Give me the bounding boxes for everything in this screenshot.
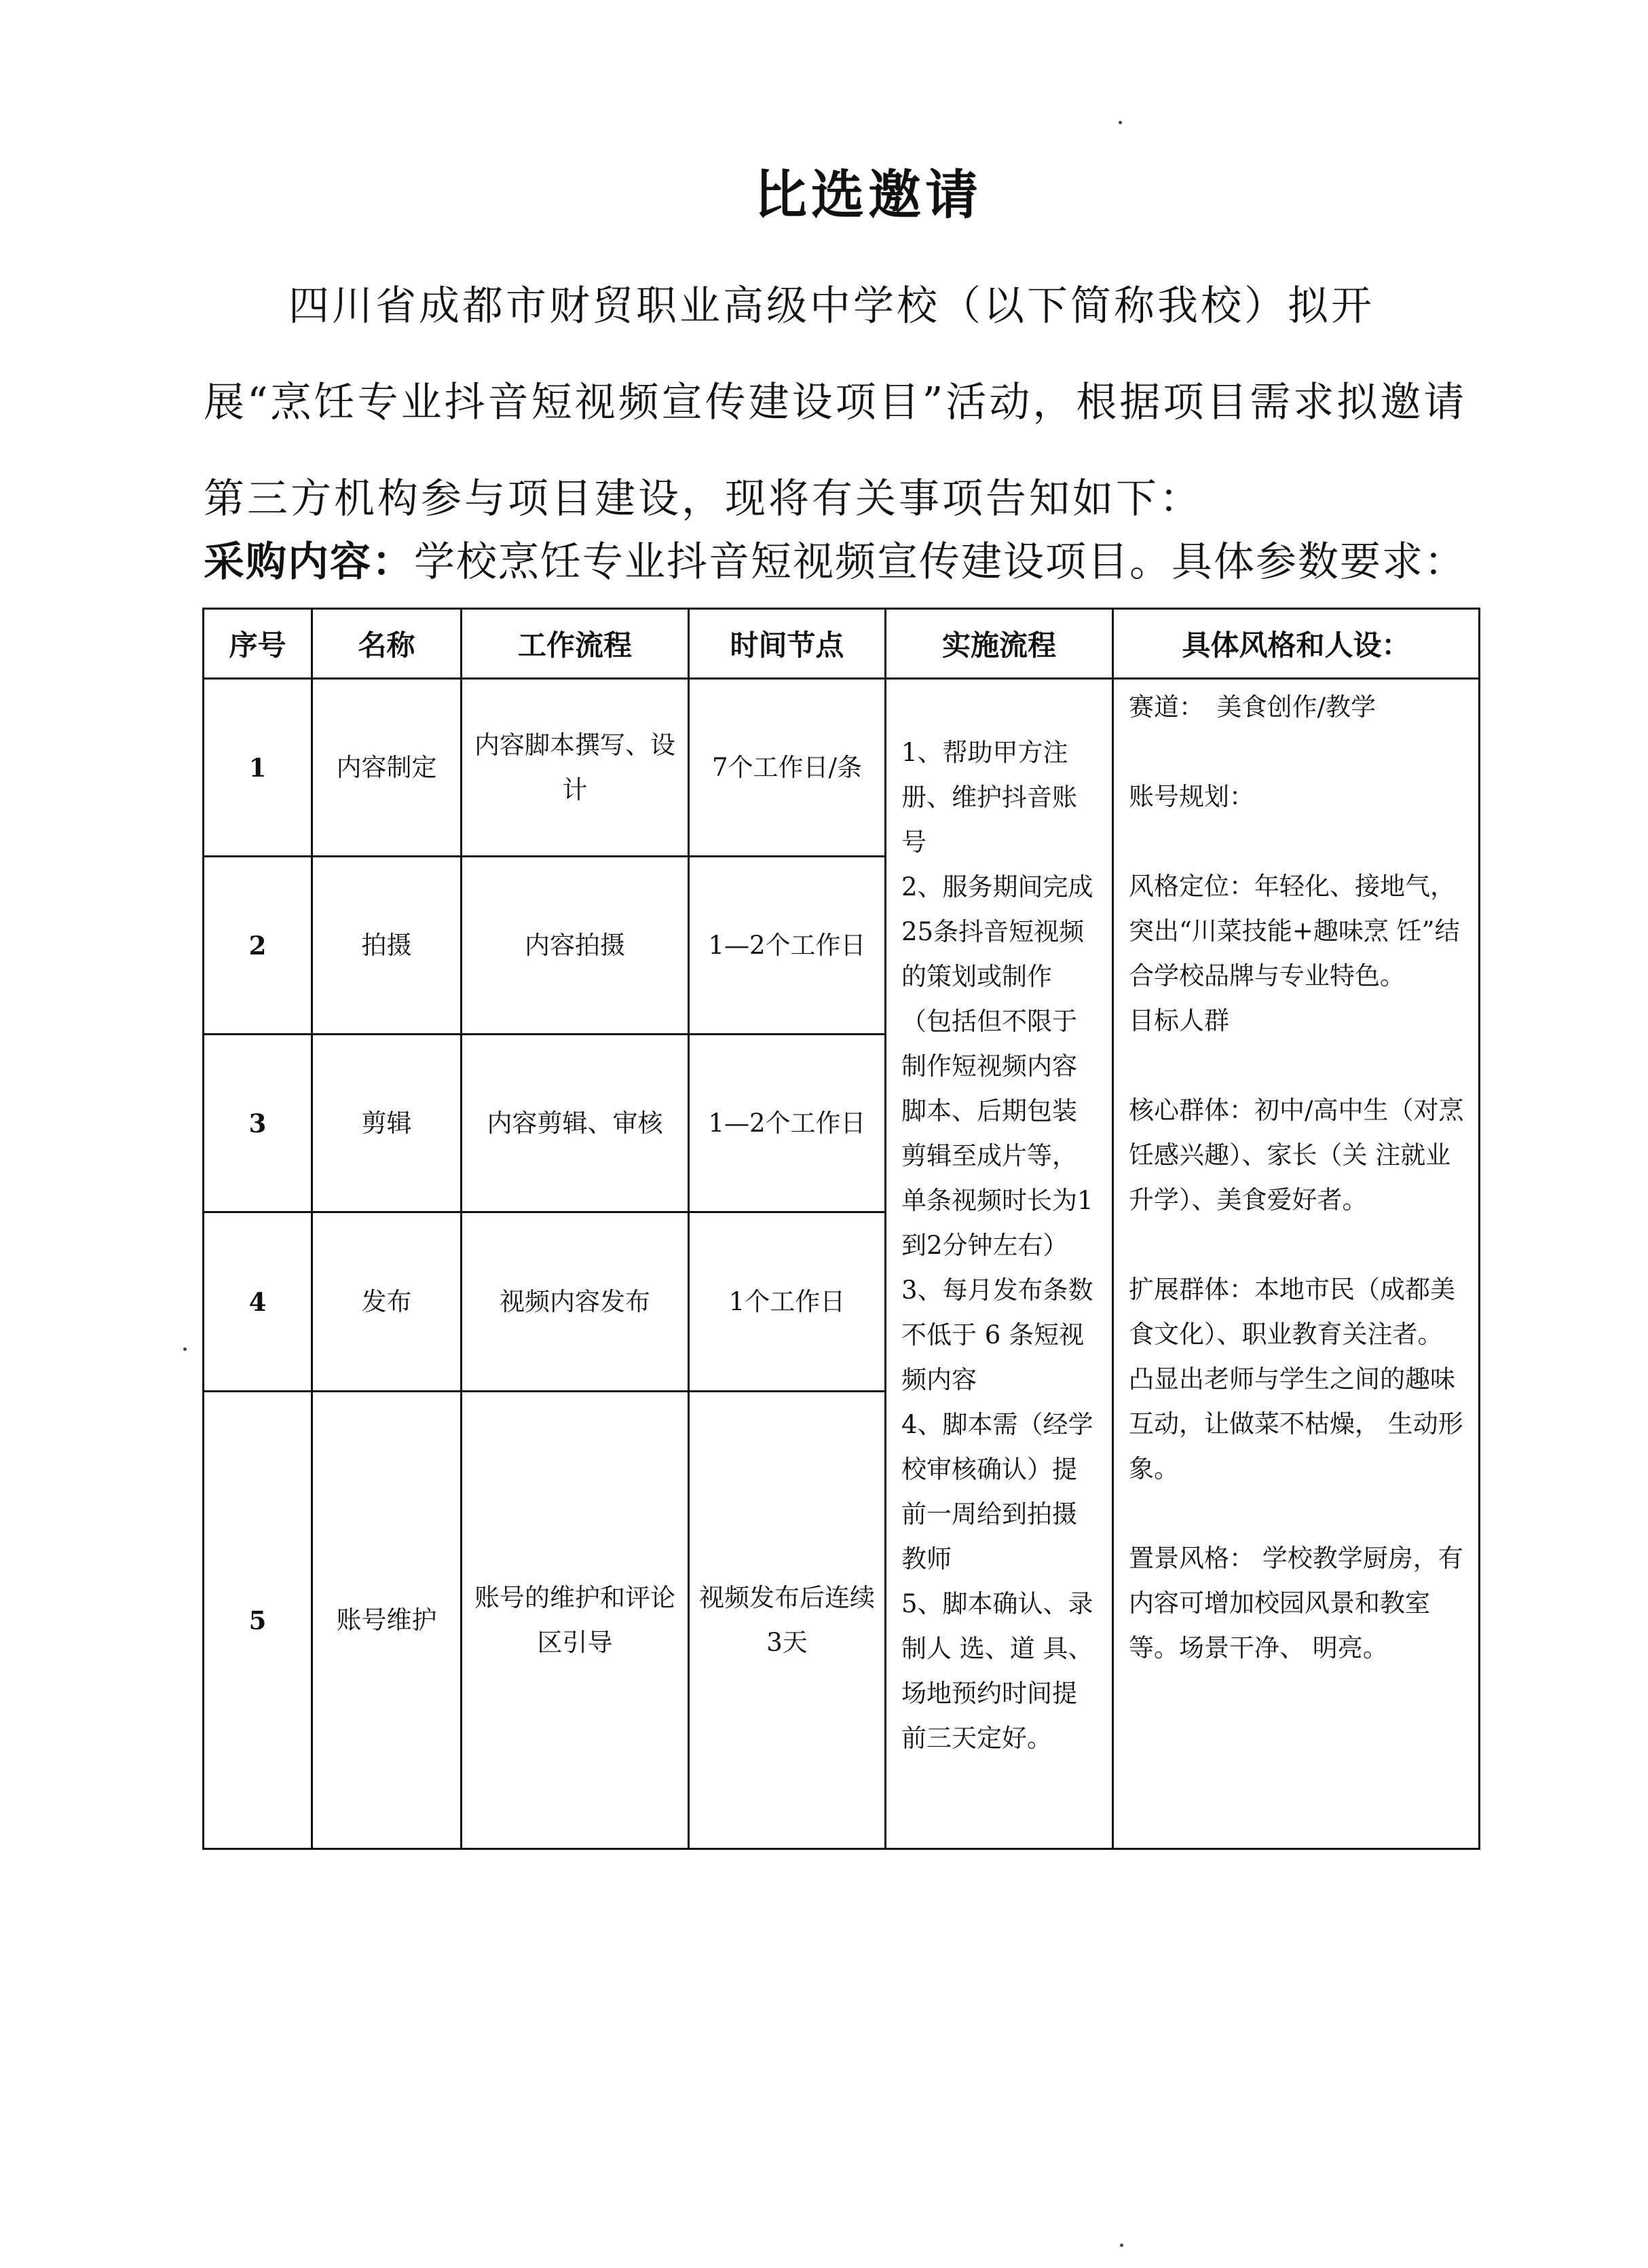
row-name: 内容制定 bbox=[312, 679, 462, 857]
row-time: 1—2个工作日 bbox=[689, 1035, 886, 1212]
style-core-group: 核心群体：初中/高中生（对烹饪感兴趣）、家长（关 注就业升学）、美食爱好者。 bbox=[1129, 1096, 1464, 1214]
scan-speck bbox=[1120, 2244, 1123, 2247]
document-title: 比选邀请 bbox=[753, 165, 982, 226]
header-name: 名称 bbox=[312, 609, 462, 679]
style-track: 赛道： 美食创作/教学 bbox=[1129, 692, 1376, 722]
row-time: 7个工作日/条 bbox=[689, 679, 886, 857]
implementation-cell bbox=[886, 679, 1113, 1849]
row-process: 内容脚本撰写、设计 bbox=[462, 679, 689, 857]
implementation-item: 4、脚本需（经学校审核确认）提前一周给到拍摄教师 bbox=[901, 1410, 1093, 1574]
row-time: 视频发布后连续3天 bbox=[689, 1392, 886, 1849]
implementation-item: 1、帮助甲方注册、维护抖音账号 bbox=[901, 738, 1077, 857]
procurement-line bbox=[204, 529, 1493, 588]
procurement-text: 学校烹饪专业抖音短视频宣传建设项目。具体参数要求： bbox=[414, 538, 1466, 586]
row-seq: 2 bbox=[204, 857, 312, 1035]
row-process: 内容拍摄 bbox=[462, 857, 689, 1035]
style-positioning: 风格定位：年轻化、接地气，突出“川菜技能+趣味烹 饪”结合学校品牌与专业特色。 bbox=[1129, 872, 1460, 990]
header-style: 具体风格和人设： bbox=[1113, 609, 1480, 679]
header-process: 工作流程 bbox=[462, 609, 689, 679]
row-seq: 4 bbox=[204, 1212, 312, 1392]
header-time: 时间节点 bbox=[689, 609, 886, 679]
row-time: 1个工作日 bbox=[689, 1212, 886, 1392]
row-name: 账号维护 bbox=[312, 1392, 462, 1849]
implementation-item: 2、服务期间完成25条抖音短视频的策划或制作（包括但不限于制作短视频内容脚本、后期包装剪辑至成片等，单条视频时长为1到2分钟左右） bbox=[901, 872, 1093, 1260]
implementation-item: 5、脚本确认、录制人 选、道 具、场地预约时间提前三天定好。 bbox=[901, 1589, 1093, 1753]
row-process: 视频内容发布 bbox=[462, 1212, 689, 1392]
scan-speck bbox=[1119, 121, 1122, 124]
requirements-table bbox=[202, 608, 1480, 1850]
style-target: 目标人群 bbox=[1129, 1006, 1229, 1035]
row-seq: 5 bbox=[204, 1392, 312, 1849]
row-name: 发布 bbox=[312, 1212, 462, 1392]
style-account-plan: 账号规划： bbox=[1129, 782, 1254, 811]
header-seq: 序号 bbox=[204, 609, 312, 679]
implementation-item: 3、每月发布条数不低于 6 条短视频内容 bbox=[901, 1276, 1093, 1394]
procurement-label: 采购内容： bbox=[204, 538, 414, 586]
row-name: 剪辑 bbox=[312, 1035, 462, 1212]
header-implementation: 实施流程 bbox=[886, 609, 1113, 679]
table-row bbox=[204, 679, 1480, 857]
style-scene: 置景风格： 学校教学厨房，有内容可增加校园风景和教室等。场景干净、 明亮。 bbox=[1129, 1544, 1463, 1662]
scan-speck bbox=[183, 1347, 187, 1351]
style-highlight: 凸显出老师与学生之间的趣味互动，让做菜不枯燥， 生动形象。 bbox=[1129, 1364, 1463, 1483]
style-cell bbox=[1113, 679, 1480, 1849]
row-seq: 1 bbox=[204, 679, 312, 857]
row-process: 内容剪辑、审核 bbox=[462, 1035, 689, 1212]
row-seq: 3 bbox=[204, 1035, 312, 1212]
intro-paragraph: 四川省成都市财贸职业高级中学校（以下简称我校）拟开展“烹饪专业抖音短视频宣传建设项目”活动，根据项目需求拟邀请第三方机构参与项目建设，现将有关事项告知如下： bbox=[204, 282, 1467, 523]
row-name: 拍摄 bbox=[312, 857, 462, 1035]
row-process: 账号的维护和评论区引导 bbox=[462, 1392, 689, 1849]
style-extended-group: 扩展群体：本地市民（成都美食文化）、职业教育关注者。 bbox=[1129, 1275, 1455, 1349]
table-header-row bbox=[204, 609, 1480, 679]
row-time: 1—2个工作日 bbox=[689, 857, 886, 1035]
